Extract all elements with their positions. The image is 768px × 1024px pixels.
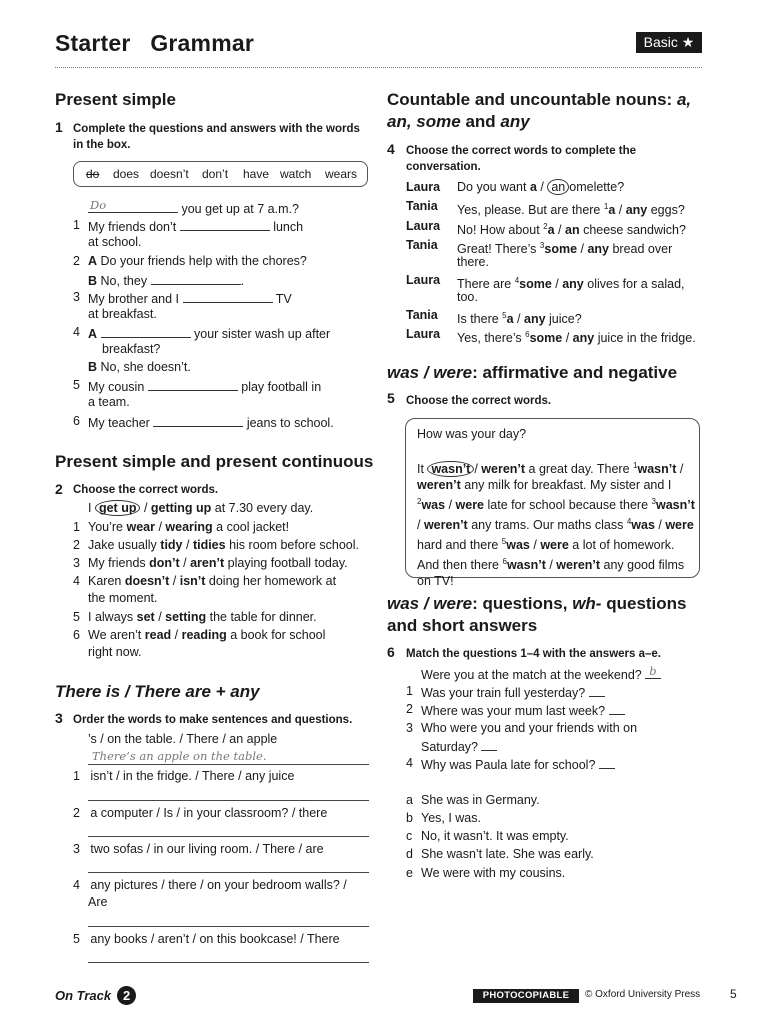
- ex1-example: Do you get up at 7 a.m.?: [90, 198, 299, 216]
- word-box: [73, 161, 368, 187]
- circled-answer: an: [547, 179, 569, 195]
- option-b[interactable]: aren’t: [190, 556, 225, 570]
- circled-answer: get up: [95, 500, 141, 516]
- box-word: watch: [280, 167, 312, 181]
- answer-line[interactable]: [88, 962, 369, 963]
- speaker-name: Laura: [406, 327, 441, 341]
- list-item: 2 a computer / Is / in your classroom? / there: [73, 806, 328, 820]
- option-a[interactable]: doesn’t: [124, 574, 170, 588]
- box-word: does: [113, 167, 140, 181]
- option-a[interactable]: a: [529, 180, 537, 194]
- photocopiable-label: PHOTOCOPIABLE: [473, 989, 579, 1003]
- dialogue-line: Yes, there’s $^6$some / any juice in the fridge.: [457, 330, 696, 346]
- star-icon: ★: [681, 34, 695, 50]
- option-a[interactable]: some: [529, 331, 563, 346]
- sec4-heading: Countable and uncountable nouns: a, an, some and any: [387, 90, 692, 131]
- ex4-number: 4: [387, 141, 395, 157]
- speaker-name: Tania: [406, 238, 438, 252]
- ex2-number: 2: [55, 481, 63, 497]
- ex6-instruction: Match the questions 1–4 with the answers a–e.: [406, 648, 661, 660]
- answer-line[interactable]: [88, 764, 369, 765]
- ex3-number: 3: [55, 710, 63, 726]
- ex6-example: Were you at the match at the weekend? b: [421, 665, 661, 684]
- box-word: have: [243, 167, 270, 181]
- option-a[interactable]: set: [136, 610, 155, 624]
- box-word: don’t: [202, 167, 229, 181]
- answer-line[interactable]: [88, 836, 369, 837]
- ex6-number: 6: [387, 644, 395, 660]
- ex3-instruction: Order the words to make sentences and questions.: [73, 714, 353, 726]
- option-b[interactable]: tidies: [192, 538, 226, 552]
- option-a[interactable]: some: [519, 277, 552, 292]
- option-b[interactable]: any: [562, 277, 584, 292]
- circled-answer: wasn’t: [427, 461, 474, 477]
- sec2-heading: Present simple and present continuous: [55, 452, 374, 471]
- option-a[interactable]: some: [544, 242, 578, 257]
- answer-blank[interactable]: [148, 377, 238, 391]
- page-number: 5: [730, 987, 737, 1001]
- ex6-questions: 1 Was your train full yesterday? 2 Where was your mum last week? 3 Who were you and your friends with on Saturday? 4 Why was Paula late for school?: [406, 684, 638, 772]
- answer-blank[interactable]: [153, 413, 243, 427]
- list-item: 1 isn’t / in the fridge. / There / any juice: [73, 769, 295, 783]
- option-a[interactable]: tidy: [160, 538, 183, 552]
- speaker-name: Laura: [406, 219, 441, 233]
- option-b[interactable]: any: [587, 242, 609, 257]
- page-title: Starter Grammar: [55, 30, 254, 56]
- speech-bubble: [405, 418, 700, 588]
- option-a[interactable]: wear: [126, 520, 155, 534]
- list-item: 4 any pictures / there / on your bedroom walls? /: [73, 878, 347, 892]
- answer-blank[interactable]: [599, 755, 615, 769]
- speaker-name: Tania: [406, 308, 438, 322]
- speaker-name: Laura: [406, 273, 441, 287]
- ex5-instruction: Choose the correct words.: [406, 395, 552, 407]
- answer-blank[interactable]: [151, 271, 241, 285]
- dialogue-line: There are $^4$some / any olives for a salad,: [457, 276, 685, 292]
- option-b[interactable]: any: [572, 331, 595, 346]
- answer-line[interactable]: [88, 926, 369, 927]
- ex1-number: 1: [55, 119, 63, 135]
- sec3-heading: There is / There are + any: [55, 682, 260, 701]
- option-b[interactable]: reading: [181, 628, 227, 642]
- ex3-example: ’s / on the table. / There / an apple: [88, 732, 278, 746]
- ex5-number: 5: [387, 390, 395, 406]
- option-b[interactable]: an: [565, 223, 580, 238]
- answer-blank[interactable]: [101, 324, 191, 338]
- option-a[interactable]: read: [144, 628, 172, 642]
- header-divider: [55, 67, 702, 68]
- handwritten-answer: Do: [90, 198, 107, 212]
- ex4-instruction: Choose the correct words to complete the conversation.: [406, 145, 637, 173]
- option-a[interactable]: a: [547, 223, 555, 238]
- sec6-heading: was / were: questions, wh- questions and short answers: [387, 594, 687, 635]
- list-item: 5 any books / aren’t / on this bookcase! / There: [73, 932, 340, 946]
- option-b[interactable]: any: [524, 312, 546, 327]
- list-item: 3 two sofas / in our living room. / There / are: [73, 842, 324, 856]
- option-b[interactable]: any: [625, 203, 648, 218]
- dialogue-line: Is there $^5$a / any juice?: [457, 311, 582, 327]
- option-a[interactable]: don’t: [149, 556, 180, 570]
- option-b[interactable]: wearing: [165, 520, 213, 534]
- answer-blank[interactable]: [589, 683, 605, 697]
- handwritten-answer: There’s an apple on the table.: [92, 749, 267, 763]
- dialogue-line: Yes, please. But are there $^1$a / any eggs?: [457, 202, 685, 218]
- dialogue-line: No! How about $^2$a / an cheese sandwich?: [457, 222, 686, 238]
- copyright: © Oxford University Press: [585, 989, 701, 1000]
- answer-blank[interactable]: [609, 701, 625, 715]
- box-word: doesn’t: [150, 167, 189, 181]
- option-b[interactable]: isn’t: [179, 574, 206, 588]
- option-b[interactable]: setting: [165, 610, 207, 624]
- ex6-answers: a She was in Germany. b Yes, I was. c No, it wasn’t. It was empty. d She wasn’t late. She was early. e We were with my cousins.: [406, 793, 594, 880]
- answer-blank[interactable]: [481, 737, 497, 751]
- speaker-name: Laura: [406, 180, 441, 194]
- level-badge: Basic ★: [636, 32, 702, 53]
- option-a[interactable]: a: [608, 203, 616, 218]
- conversation: Laura Do you want a / an omelette? Tania Yes, please. But are there $^1$a / any eggs? Laura No! How about $^2$a / an cheese sandwich? Tania Great! There’s $^3$some / any bread over there. Laura There are $^4$some / any olives for a salad, too. Tania Is there $^5$a / any juice? Laura Yes, there’s $^6$some / any juice in the fridge.: [406, 180, 696, 346]
- option-a[interactable]: a: [506, 312, 514, 327]
- ex2-instruction: Choose the correct words.: [73, 484, 219, 496]
- bubble-question: How was your day?: [417, 427, 527, 441]
- brand-logo: On Track 2: [55, 986, 136, 1005]
- ex1-instruction: Complete the questions and answers with the words in the box.: [73, 123, 360, 151]
- sec1-heading: Present simple: [55, 90, 176, 109]
- dialogue-line: Great! There’s $^3$some / any bread over: [457, 241, 673, 257]
- speaker-name: Tania: [406, 199, 438, 213]
- answer-blank[interactable]: [180, 217, 270, 231]
- answer-line[interactable]: [88, 800, 369, 801]
- handwritten-answer: b: [649, 664, 657, 678]
- ex2-example: I get up / getting up at 7.30 every day.: [88, 501, 314, 515]
- dialogue-line: Do you want a / an omelette?: [457, 180, 625, 194]
- level-number: 2: [117, 986, 136, 1005]
- box-word: wears: [325, 167, 358, 181]
- box-word: do: [86, 167, 100, 181]
- bubble-text: It wasn’t / weren’t a great day. There $^1$wasn’t / weren’t any milk for breakfast. My sister and I $^2$was / were late for school because there $^3$wasn’t / weren’t any trams. Our maths class $^4$was / were hard and there $^5$was / were a lot of homework. And then there $^6$wasn’t / weren’t any good films on TV!: [417, 461, 695, 588]
- answer-line[interactable]: [88, 872, 369, 873]
- answer-blank[interactable]: [183, 289, 273, 303]
- sec5-heading: was / were: affirmative and negative: [387, 363, 678, 382]
